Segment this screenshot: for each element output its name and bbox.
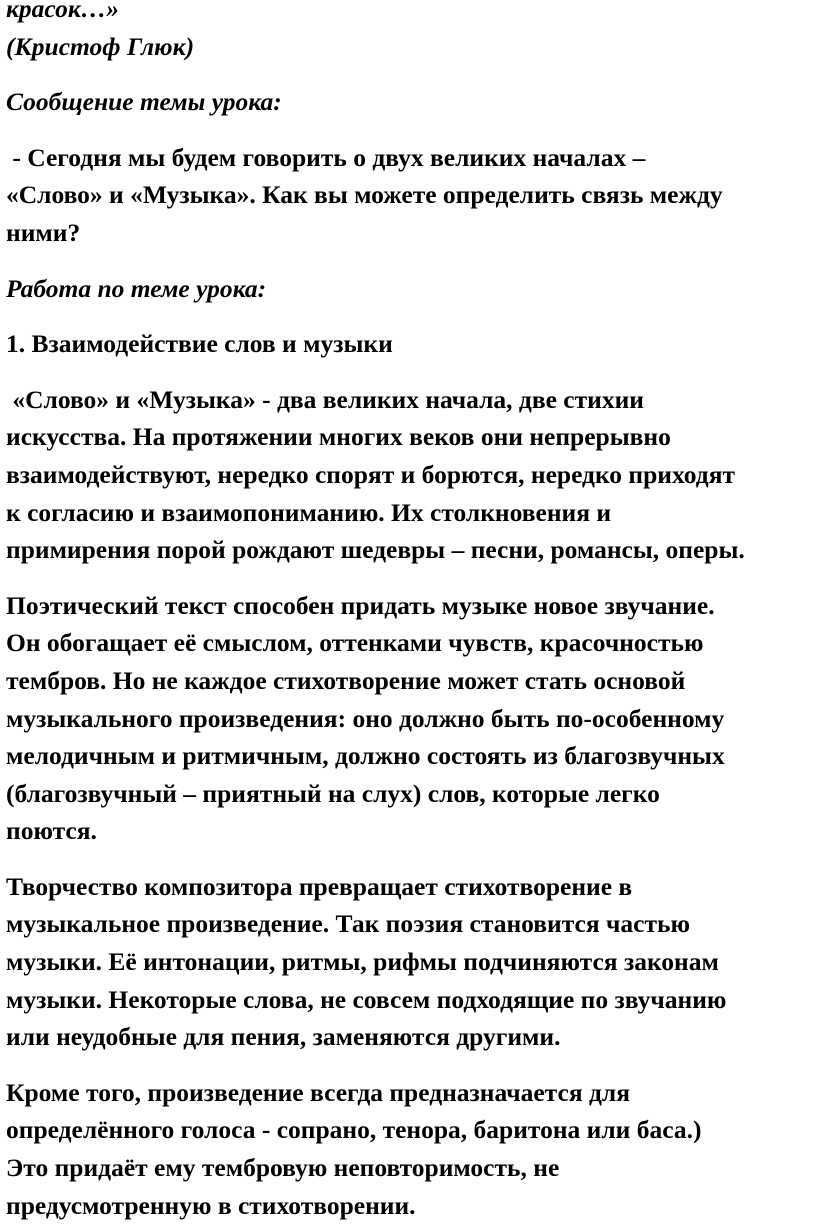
paragraph-4 [6,1074,810,1224]
paragraph-gap [6,363,810,381]
paragraph-gap [6,252,810,270]
paragraph-gap [6,850,810,868]
text-line: Кроме того, произведение всегда предназначается для [6,1077,631,1107]
text-line: ними? [6,217,81,247]
text-line: к согласию и взаимопониманию. Их столкновения и [6,497,612,527]
paragraph-1 [6,381,810,569]
paragraph-gap [6,121,810,139]
text-line: предусмотренную в стихотворении. [6,1190,416,1220]
text-line: определённого голоса - сопрано, тенора, баритона или баса.) [6,1115,702,1145]
text-line: - Сегодня мы будем говорить о двух великих началах – [6,142,646,172]
quote-author [6,28,810,66]
text-line: искусства. На протяжении многих веков они непрерывно [6,422,671,452]
text-line: (Кристоф Глюк) [6,31,195,61]
text-line: Это придаёт ему тембровую неповторимость, не [6,1153,560,1183]
text-line: музыкальное произведение. Так поэзия становится частью [6,909,690,939]
text-line: (благозвучный – приятный на слух) слов, которые легко [6,778,660,808]
section-1-heading [6,325,810,363]
text-line: поются. [6,816,97,846]
text-line: Поэтический текст способен придать музыке новое звучание. [6,590,715,620]
text-line: Творчество композитора превращает стихотворение в [6,871,633,901]
paragraph-3 [6,868,810,1056]
paragraph-gap [6,1056,810,1074]
text-line: музыки. Её интонации, ритмы, рифмы подчиняются законам [6,947,719,977]
text-line: 1. Взаимодействие слов и музыки [6,329,393,359]
paragraph-gap [6,307,810,325]
text-line: или неудобные для пения, заменяются другими. [6,1022,561,1052]
work-heading [6,270,810,308]
topic-heading [6,83,810,121]
intro-paragraph [6,139,810,252]
text-line: взаимодействуют, нередко спорят и борются, нередко приходят [6,459,736,489]
text-line: Работа по теме урока: [6,273,267,303]
text-line: «Слово» и «Музыка». Как вы можете определить связь между [6,180,723,210]
text-line: Сообщение темы урока: [6,87,282,117]
text-line: Он обогащает её смыслом, оттенками чувств, красочностью [6,628,704,658]
quote-ending [6,0,810,28]
paragraph-gap [6,569,810,587]
text-line: мелодичным и ритмичным, должно состоять из благозвучных [6,741,725,771]
paragraph-2 [6,587,810,850]
text-line: примирения порой рождают шедевры – песни, романсы, оперы. [6,535,745,565]
text-line: музыкального произведения: оно должно быть по-особенному [6,703,725,733]
text-line: тембров. Но не каждое стихотворение может стать основой [6,665,686,695]
paragraph-gap [6,65,810,83]
text-line: музыки. Некоторые слова, не совсем подходящие по звучанию [6,984,727,1014]
text-line: красок…» [6,0,120,23]
text-line: «Слово» и «Музыка» - два великих начала, две стихии [6,384,644,414]
